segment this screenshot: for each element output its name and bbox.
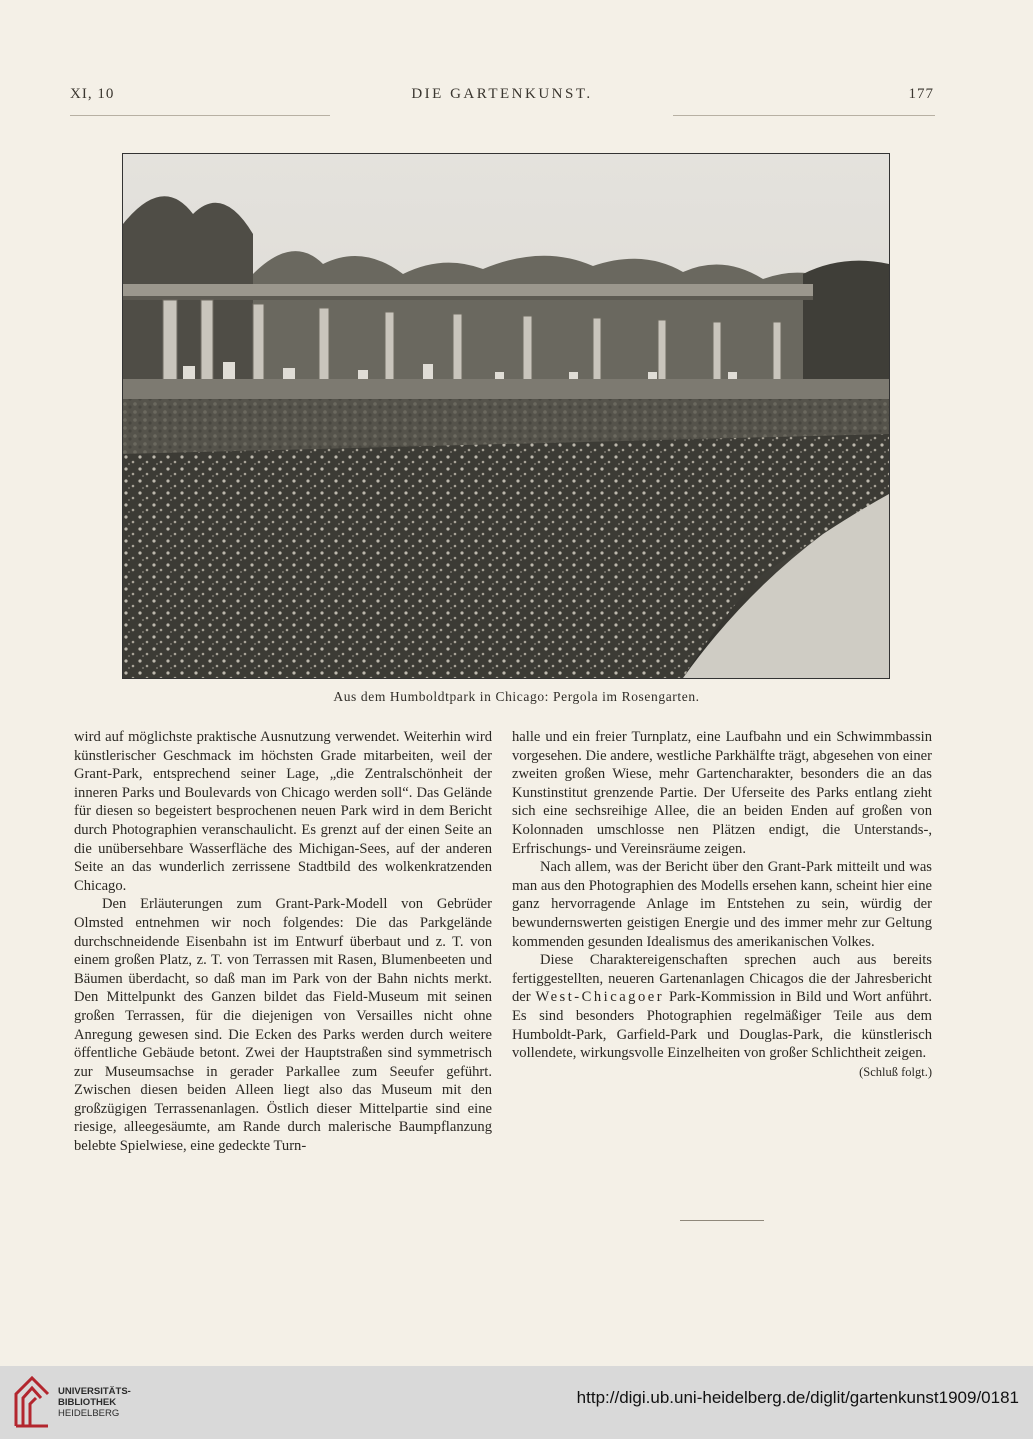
journal-title: DIE GARTENKUNST. [411,86,593,102]
figure-caption: Aus dem Humboldtpark in Chicago: Pergola im Rosengarten. [333,689,700,704]
text-column-left [74,728,492,1156]
paragraph: wird auf möglichste praktische Ausnutzung verwendet. Weiterhin wird künstlerischer Geschmack im höchsten Grade mitarbeiten, weil der Grant-Park, entsprechend seiner Lage, „die Zentralschönheit der inneren Parks und Boulevards von Chicago werden soll“. Das Gelände für diesen so begeistert besprochenen neuen Park wird in dem Bericht durch Photographien veranschaulicht. Es grenzt auf der einen Seite an die unübersehbare Wasserfläche des Michigan-Sees, auf der anderen Seite an das wunderlich zerrissene Stadtbild des wolkenkratzenden Chicago. [74,729,492,894]
pergola-beam [123,284,813,296]
library-name [58,1386,131,1419]
pergola-photograph [122,153,890,679]
page-number: 177 [908,86,934,102]
paragraph-text: Diese Charaktereigenschaften sprechen auch aus bereits fertiggestellten, neueren Gartenanlagen Chicagos die der Jahresbericht der [512,952,932,1006]
end-rule [680,1220,764,1221]
library-logo-icon [12,1374,52,1430]
paragraph: Den Erläuterungen zum Grant-Park-Modell von Gebrüder Olmsted entnehmen wir noch folgendes: Die das Parkgelände durchschneidende Eisenbahn ist im Entwurf überbaut und z. T. von einem großen Platz, z. T. von Terrassen mit Rasen, Blumenbeeten und Bäumen überdacht, so daß man im Park von der Bahn nichts merkt. Den Mittelpunkt des Ganzen bildet das Field-Museum mit seinen großen Terrassen, für die diejenigen von Versailles nicht ohne Anregung gewesen sind. Die Ecken des Parks werden durch weitere öffentliche Gebäude betont. Zwei der Hauptstraßen sind symmetrisch zur Museumsachse in gerader Parkallee zum Seeufer geführt. Zwischen diesen beiden Alleen liegt also das Museum mit den großzügigen Terrassenanlagen. Östlich dieser Mittelpartie sind eine riesige, alleegesäumte, am Rande durch malerische Baumpflanzung belebte Spielwiese, eine gedeckte Turn- [74,896,492,1155]
paragraph: halle und ein freier Turnplatz, eine Laufbahn und ein Schwimmbassin vorgesehen. Die andere, westliche Parkhälfte trägt, abgesehen von einer zweiten großen Wiese, mehr Gartencharakter, besonders die an das Kunstinstitut grenzende Partie. Der Uferseite des Parks entlang zieht sich eine sechsreihige Allee, die an beiden Enden auf großen von Kolonnaden umschlosse nen Plätzen endigt, die Unterstands-, Erfrischungs- und Vereinsräume zeigen. [512,729,932,857]
library-name-line: HEIDELBERG [58,1408,120,1419]
spaced-term: West-Chicagoer [535,989,665,1006]
balustrade [123,379,889,399]
header-rule-right [673,115,935,116]
library-name-line: BIBLIOTHEK [58,1397,117,1408]
paragraph: Nach allem, was der Bericht über den Grant-Park mitteilt und was man aus den Photographien des Modells ersehen kann, scheint hier eine ganz hervorragende Anlage im Entstehen zu sein, würdig der bewundernswerten geistigen Energie und des immer mehr zur Geltung kommenden gesunden Idealismus des amerikanischen Volkes. [512,859,932,950]
volume-issue: XI, 10 [70,86,115,102]
pergola-beam-shadow [123,296,813,300]
library-name-line: UNIVERSITÄTS- [58,1386,131,1397]
continued-note: (Schluß folgt.) [859,1064,932,1079]
digitization-footer [0,1366,1033,1439]
running-header [70,86,934,110]
pergola-photo-illustration [123,154,889,678]
paragraph-text: Park-Kommission in Bild und Wort anführt. Es sind besonders Photographien regelmäßiger Teile aus dem Humboldt-Park, Garfield-Park und Douglas-Park, die künstlerisch vollendete, wirkungsvolle Einzelheiten von großer Schlichtheit zeigen. [512,989,932,1062]
text-column-right [512,728,932,1081]
header-rule-left [70,115,330,116]
paragraph [512,951,932,1079]
source-url-link[interactable]: http://digi.ub.uni-heidelberg.de/diglit/gartenkunst1909/0181 [576,1388,1019,1407]
